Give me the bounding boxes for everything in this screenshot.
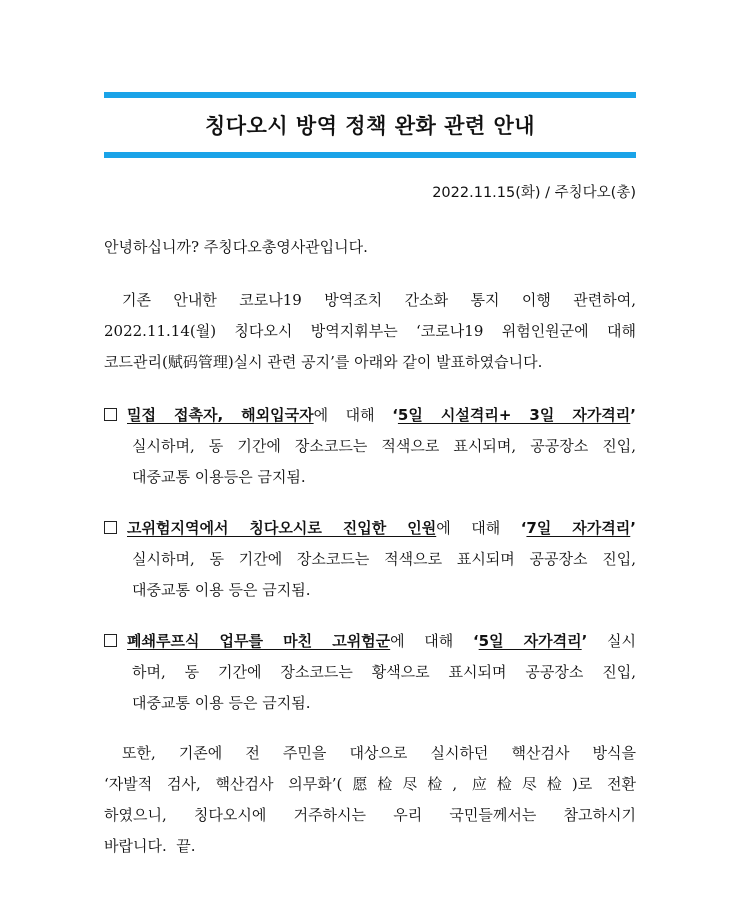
item-2-quote: ‘7일 자가격리’ <box>520 519 636 537</box>
intro-line-3: 코드관리(赋码管理)실시 관련 공지’를 아래와 같이 발표하였습니다. <box>104 353 543 371</box>
checkbox-icon <box>104 634 117 647</box>
notice-item-2 <box>104 513 636 606</box>
closing-paragraph <box>104 738 636 862</box>
page-title: 칭다오시 방역 정책 완화 관련 안내 <box>204 114 536 138</box>
dateline: 2022.11.15(화) / 주칭다오(총) <box>432 185 636 201</box>
closing-line-3: 하였으니, 칭다오시에 거주하시는 우리 국민들께서는 참고하시기 <box>104 806 636 824</box>
greeting: 안녕하십니까? 주칭다오총영사관입니다. <box>104 238 368 256</box>
checkbox-icon <box>104 521 117 534</box>
item-1-mid: 에 대해 <box>313 406 375 424</box>
item-1-line-3: 대중교통 이용등은 금지됨. <box>132 468 306 486</box>
closing-line-1: 또한, 기존에 전 주민을 대상으로 실시하던 핵산검사 방식을 <box>122 744 636 762</box>
title-bottom-rule <box>104 152 636 158</box>
item-3-line-2: 하며, 동 기간에 장소코드는 황색으로 표시되며 공공장소 진입, <box>132 663 636 681</box>
item-3-tail: 실시 <box>607 632 636 650</box>
intro-paragraph <box>104 285 636 378</box>
item-1-line-2: 실시하며, 동 기간에 장소코드는 적색으로 표시되며, 공공장소 진입, <box>132 437 636 455</box>
checkbox-icon <box>104 408 117 421</box>
item-1-target: 밀접 접촉자, 해외입국자 <box>127 406 314 424</box>
item-2-line-2: 실시하며, 동 기간에 장소코드는 적색으로 표시되며 공공장소 진입, <box>132 550 636 568</box>
notice-item-3 <box>104 626 636 719</box>
intro-line-1: 기존 안내한 코로나19 방역조치 간소화 통지 이행 관련하여, <box>122 291 636 309</box>
item-2-line-3: 대중교통 이용 등은 금지됨. <box>132 581 311 599</box>
item-2-line-1 <box>104 513 636 544</box>
item-3-quote: ‘5일 자가격리’ <box>472 632 588 650</box>
item-2-target: 고위험지역에서 칭다오시로 진입한 인원 <box>127 519 437 537</box>
closing-line-4: 바랍니다. 끝. <box>104 837 196 855</box>
intro-line-2: 2022.11.14(월) 칭다오시 방역지휘부는 ‘코로나19 위험인원군에 대해 <box>104 322 636 340</box>
item-3-line-1 <box>104 626 636 657</box>
item-1-line-1 <box>104 400 636 431</box>
item-1-quote: ‘5일 시설격리+ 3일 자가격리’ <box>392 406 636 424</box>
item-2-mid: 에 대해 <box>436 519 501 537</box>
closing-line-2: ‘자발적 검사, 핵산검사 의무화’(愿检尽检, 应检尽检)로 전환 <box>104 775 636 793</box>
item-3-line-3: 대중교통 이용 등은 금지됨. <box>132 694 311 712</box>
item-3-mid: 에 대해 <box>390 632 454 650</box>
notice-item-1 <box>104 400 636 493</box>
item-3-target: 폐쇄루프식 업무를 마친 고위험군 <box>127 632 391 650</box>
title-top-rule <box>104 92 636 98</box>
